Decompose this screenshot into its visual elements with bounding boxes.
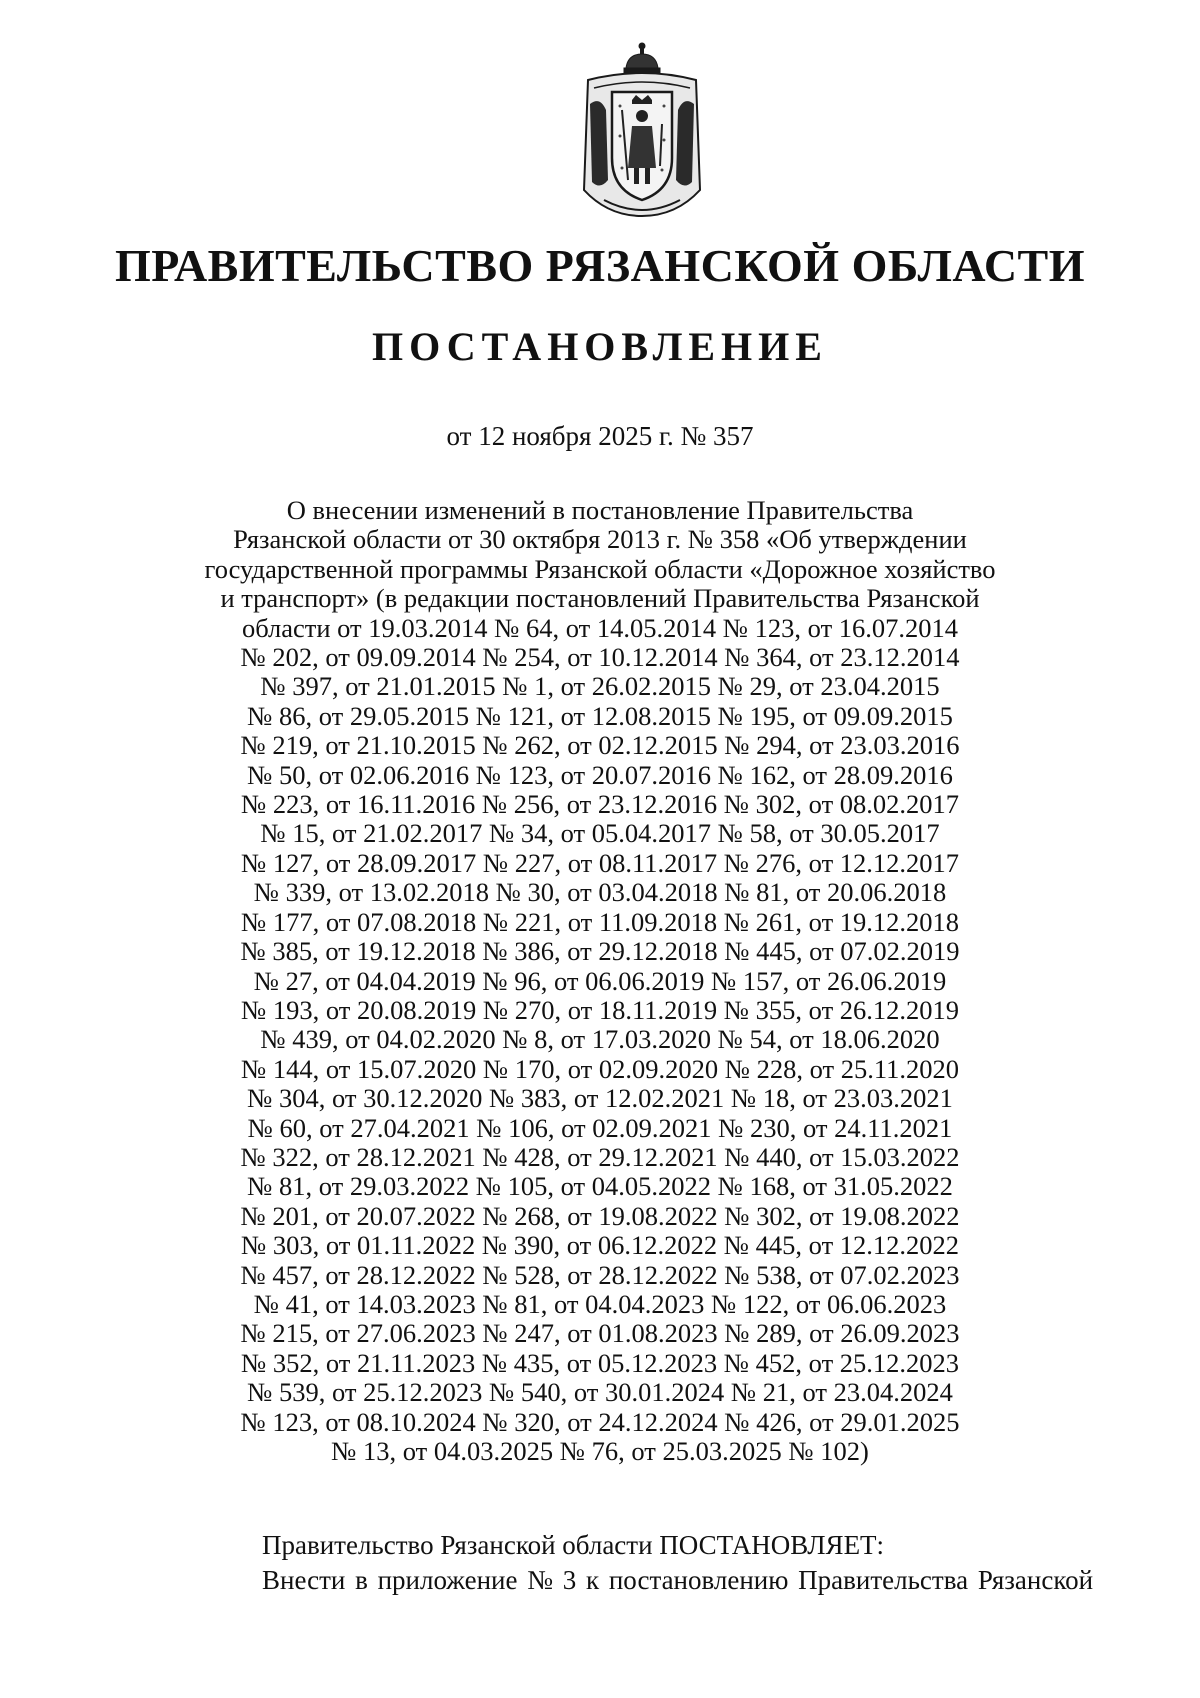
subject-line: № 339, от 13.02.2018 № 30, от 03.04.2018 № 81, от 20.06.2018 <box>253 877 947 908</box>
subject-line: государственной программы Рязанской области «Дорожное хозяйство <box>204 553 996 584</box>
subject-line: № 81, от 29.03.2022 № 105, от 04.05.2022 № 168, от 31.05.2022 <box>247 1171 953 1202</box>
subject-line: № 144, от 15.07.2020 № 170, от 02.09.2020 № 228, от 25.11.2020 <box>240 1053 960 1084</box>
document-type: ПОСТАНОВЛЕНИЕ <box>372 324 828 369</box>
document-subject <box>190 496 1010 1466</box>
subject-line: № 385, от 19.12.2018 № 386, от 29.12.2018 № 445, от 07.02.2019 <box>240 936 960 967</box>
subject-line: № 177, от 07.08.2018 № 221, от 11.09.2018 № 261, от 19.12.2018 <box>240 906 960 937</box>
subject-line: № 457, от 28.12.2022 № 528, от 28.12.2022 № 538, от 07.02.2023 <box>240 1259 960 1290</box>
subject-line: Рязанской области от 30 октября 2013 г. № 358 «Об утверждении <box>233 524 967 555</box>
subject-line: № 215, от 27.06.2023 № 247, от 01.08.2023 № 289, от 26.09.2023 <box>240 1318 960 1349</box>
subject-line: № 123, от 08.10.2024 № 320, от 24.12.2024 № 426, от 29.01.2025 <box>240 1406 960 1437</box>
subject-line: № 303, от 01.11.2022 № 390, от 06.12.2022 № 445, от 12.12.2022 <box>240 1230 960 1261</box>
subject-line: № 127, от 28.09.2017 № 227, от 08.11.2017 № 276, от 12.12.2017 <box>240 847 960 878</box>
subject-line: № 539, от 25.12.2023 № 540, от 30.01.2024 № 21, от 23.04.2024 <box>247 1377 953 1408</box>
subject-line: О внесении изменений в постановление Правительства <box>286 495 914 525</box>
document-date-number: от 12 ноября 2025 г. № 357 <box>446 421 754 451</box>
subject-line: № 201, от 20.07.2022 № 268, от 19.08.2022 № 302, от 19.08.2022 <box>240 1200 960 1231</box>
government-title: ПРАВИТЕЛЬСТВО РЯЗАНСКОЙ ОБЛАСТИ <box>114 240 1086 291</box>
subject-line: № 219, от 21.10.2015 № 262, от 02.12.2015 № 294, от 23.03.2016 <box>240 730 960 761</box>
subject-line: № 322, от 28.12.2021 № 428, от 29.12.2021 № 440, от 15.03.2022 <box>240 1141 960 1172</box>
subject-line: № 15, от 21.02.2017 № 34, от 05.04.2017 № 58, от 30.05.2017 <box>260 818 940 849</box>
subject-line: № 41, от 14.03.2023 № 81, от 04.04.2023 № 122, от 06.06.2023 <box>253 1288 947 1319</box>
subject-line: № 27, от 04.04.2019 № 96, от 06.06.2019 № 157, от 26.06.2019 <box>253 965 947 996</box>
subject-line: № 439, от 04.02.2020 № 8, от 17.03.2020 № 54, от 18.06.2020 <box>260 1024 940 1055</box>
subject-line: № 60, от 27.04.2021 № 106, от 02.09.2021 № 230, от 24.11.2021 <box>247 1112 953 1143</box>
decree-statement: Правительство Рязанской области ПОСТАНОВЛЯЕТ: <box>262 1530 885 1560</box>
subject-line: № 86, от 29.05.2015 № 121, от 12.08.2015 № 195, от 09.09.2015 <box>247 700 953 731</box>
subject-line: № 352, от 21.11.2023 № 435, от 05.12.2023 № 452, от 25.12.2023 <box>240 1347 960 1378</box>
subject-line: № 202, от 09.09.2014 № 254, от 10.12.2014 № 364, от 23.12.2014 <box>240 642 960 673</box>
subject-line: и транспорт» (в редакции постановлений Правительства Рязанской <box>220 583 980 614</box>
subject-line: № 223, от 16.11.2016 № 256, от 23.12.2016 № 302, от 08.02.2017 <box>240 789 960 820</box>
subject-line: № 304, от 30.12.2020 № 383, от 12.02.2021 № 18, от 23.03.2021 <box>247 1083 953 1114</box>
subject-line: № 13, от 04.03.2025 № 76, от 25.03.2025 № 102) <box>331 1436 869 1466</box>
subject-line: № 193, от 20.08.2019 № 270, от 18.11.2019 № 355, от 26.12.2019 <box>240 994 960 1025</box>
subject-line: № 397, от 21.01.2015 № 1, от 26.02.2015 № 29, от 23.04.2015 <box>260 671 940 702</box>
body-paragraph: Внести в приложение № 3 к постановлению Правительства Рязанской <box>262 1565 1094 1595</box>
subject-line: № 50, от 02.06.2016 № 123, от 20.07.2016 № 162, от 28.09.2016 <box>247 759 953 790</box>
subject-line: области от 19.03.2014 № 64, от 14.05.2014 № 123, от 16.07.2014 <box>241 612 959 643</box>
coat-of-arms-icon <box>576 40 708 220</box>
